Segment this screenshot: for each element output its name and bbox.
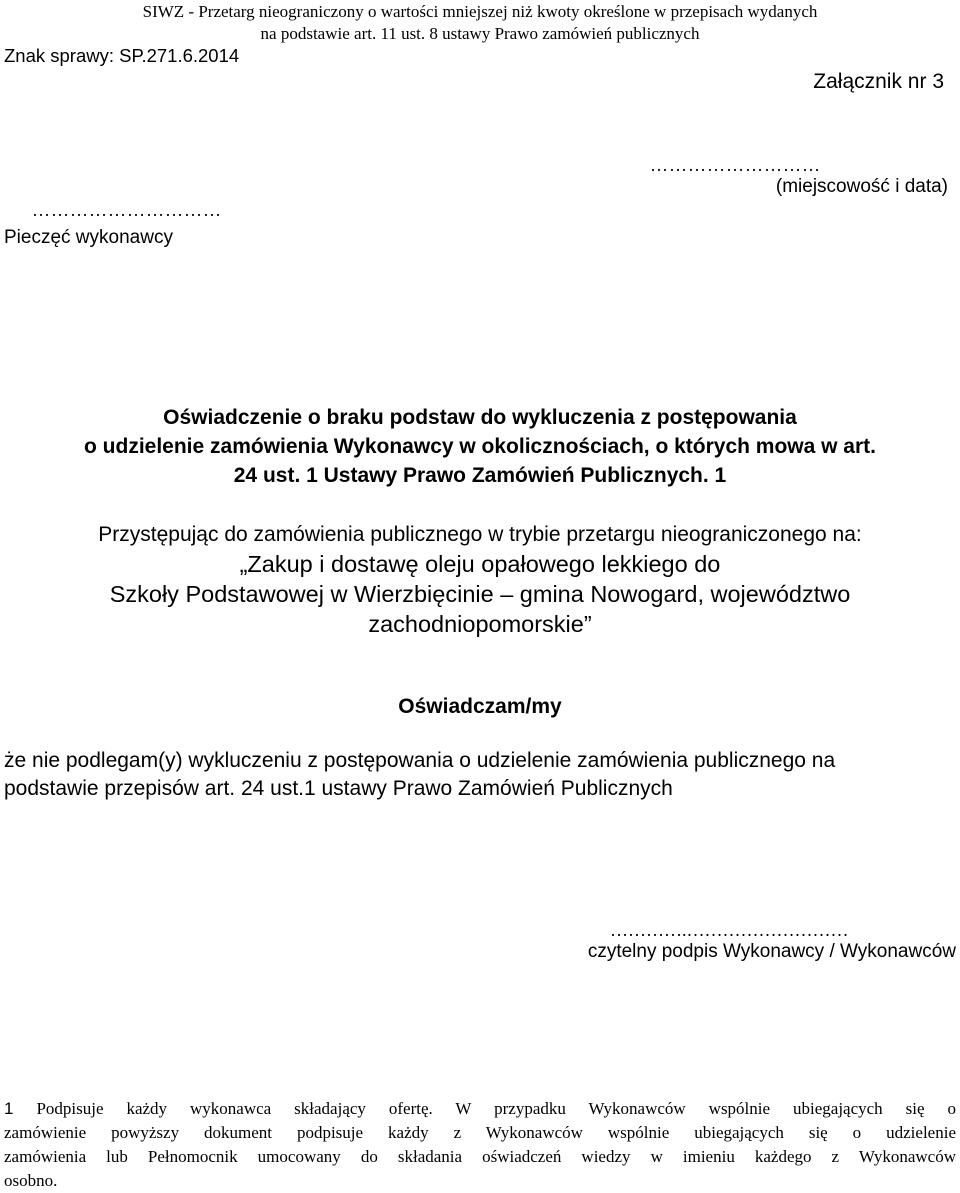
place-date-field: ……………………… xyxy=(650,155,821,175)
case-number: Znak sprawy: SP.271.6.2014 xyxy=(4,45,240,66)
stamp-label: Pieczęć wykonawcy xyxy=(4,227,173,248)
signature-field: ………….……………………… xyxy=(610,920,849,940)
title-line-2: o udzielenie zamówienia Wykonawcy w okolicznościach, o których mowa w art. xyxy=(84,435,876,458)
subject-line-3: zachodniopomorskie” xyxy=(368,611,592,637)
footnote-line-4: osobno. xyxy=(4,1171,58,1190)
document-header-line-2: na podstawie art. 11 ust. 8 ustawy Prawo zamówień publicznych xyxy=(260,24,700,43)
footnote-number: 1 xyxy=(4,1099,14,1118)
intro-text: Przystępując do zamówienia publicznego w trybie przetargu nieograniczonego na: xyxy=(98,523,862,546)
procurement-subject xyxy=(0,549,960,639)
place-date-label: (miejscowość i data) xyxy=(775,176,948,197)
declaration-body xyxy=(4,747,835,803)
footnote-line-2: zamówienie powyższy dokument podpisuje każdy z Wykonawców wspólnie ubiegających się o udzielenie xyxy=(4,1123,956,1142)
footnote-line-1 xyxy=(4,1097,956,1121)
declaration-line-1: że nie podlegam(y) wykluczeniu z postępowania o udzielenie zamówienia publicznego na xyxy=(4,749,836,772)
title-line-3: 24 ust. 1 Ustawy Prawo Zamówień Publicznych. 1 xyxy=(233,464,727,487)
footnote-line-3: zamówienia lub Pełnomocnik umocowany do składania oświadczeń wiedzy w imieniu każdego z Wykonawców xyxy=(4,1147,956,1166)
footnote xyxy=(4,1097,956,1193)
declaration-title xyxy=(0,403,960,490)
footnote-text-1: Podpisuje każdy wykonawca składający ofertę. W przypadku Wykonawców wspólnie ubiegających się o xyxy=(36,1099,956,1118)
document-header-line-1: SIWZ - Przetarg nieograniczony o wartości mniejszej niż kwoty określone w przepisach wydanych xyxy=(142,2,818,21)
title-line-1: Oświadczenie o braku podstaw do wykluczenia z postępowania xyxy=(163,406,797,429)
declaration-line-2: podstawie przepisów art. 24 ust.1 ustawy Prawo Zamówień Publicznych xyxy=(4,777,673,800)
stamp-field: ………………………… xyxy=(32,200,222,220)
subject-line-2: Szkoły Podstawowej w Wierzbięcinie – gmina Nowogard, województwo xyxy=(109,581,851,607)
signature-label: czytelny podpis Wykonawcy / Wykonawców xyxy=(587,941,956,962)
declaration-heading: Oświadczam/my xyxy=(398,695,562,718)
subject-line-1: „Zakup i dostawę oleju opałowego lekkiego do xyxy=(239,551,721,577)
annex-label: Załącznik nr 3 xyxy=(813,70,944,93)
